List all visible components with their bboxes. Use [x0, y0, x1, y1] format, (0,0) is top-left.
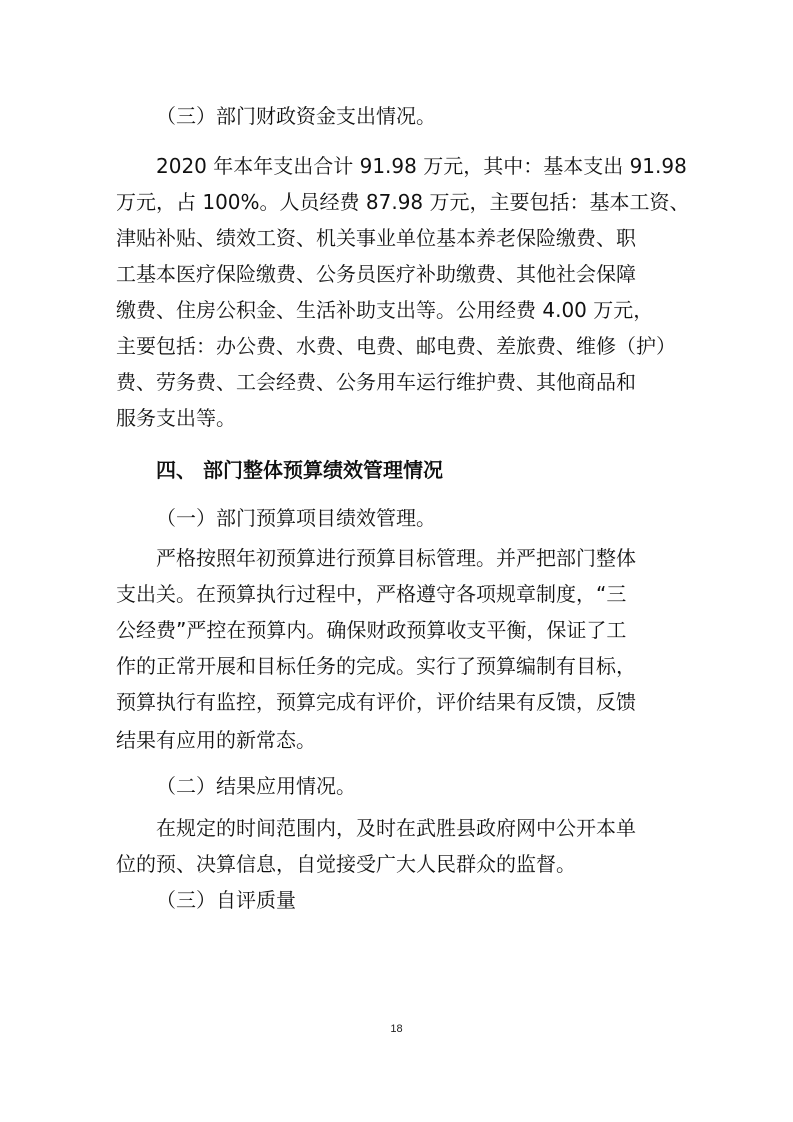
paragraph-line: 位的预、决算信息，自觉接受广大人民群众的监督。	[116, 852, 576, 876]
paragraph-line: 2020 年本年支出合计 91.98 万元，其中：基本支出 91.98	[156, 154, 687, 178]
section-heading-funds-expenditure: （三）部门财政资金支出情况。	[156, 104, 436, 128]
subsection-heading-project-performance: （一）部门预算项目绩效管理。	[156, 506, 436, 530]
subsection-heading-result-application: （二）结果应用情况。	[156, 774, 356, 798]
paragraph-line: 万元，占 100%。人员经费 87.98 万元，主要包括：基本工资、	[116, 190, 690, 214]
paragraph-line: 严格按照年初预算进行预算目标管理。并严把部门整体	[156, 546, 636, 570]
paragraph-line: 作的正常开展和目标任务的完成。实行了预算编制有目标，	[116, 654, 636, 678]
subsection-heading-self-evaluation: （三）自评质量	[156, 888, 296, 912]
paragraph-line: 预算执行有监控，预算完成有评价，评价结果有反馈，反馈	[116, 690, 636, 714]
paragraph-line: 津贴补贴、绩效工资、机关事业单位基本养老保险缴费、职	[116, 226, 636, 250]
chapter-heading-performance-management: 四、 部门整体预算绩效管理情况	[156, 458, 443, 482]
page-number: 18	[390, 1023, 403, 1035]
paragraph-line: 工基本医疗保险缴费、公务员医疗补助缴费、其他社会保障	[116, 262, 636, 286]
paragraph-line: 缴费、住房公积金、生活补助支出等。公用经费 4.00 万元，	[116, 298, 654, 322]
paragraph-line: 服务支出等。	[116, 406, 236, 430]
paragraph-line: 在规定的时间范围内，及时在武胜县政府网中公开本单	[156, 816, 636, 840]
paragraph-line: 支出关。在预算执行过程中，严格遵守各项规章制度，“三	[116, 582, 627, 606]
paragraph-line: 主要包括：办公费、水费、电费、邮电费、差旅费、维修（护）	[116, 334, 676, 358]
paragraph-line: 公经费”严控在预算内。确保财政预算收支平衡，保证了工	[116, 618, 627, 642]
paragraph-line: 结果有应用的新常态。	[116, 728, 316, 752]
paragraph-line: 费、劳务费、工会经费、公务用车运行维护费、其他商品和	[116, 370, 636, 394]
